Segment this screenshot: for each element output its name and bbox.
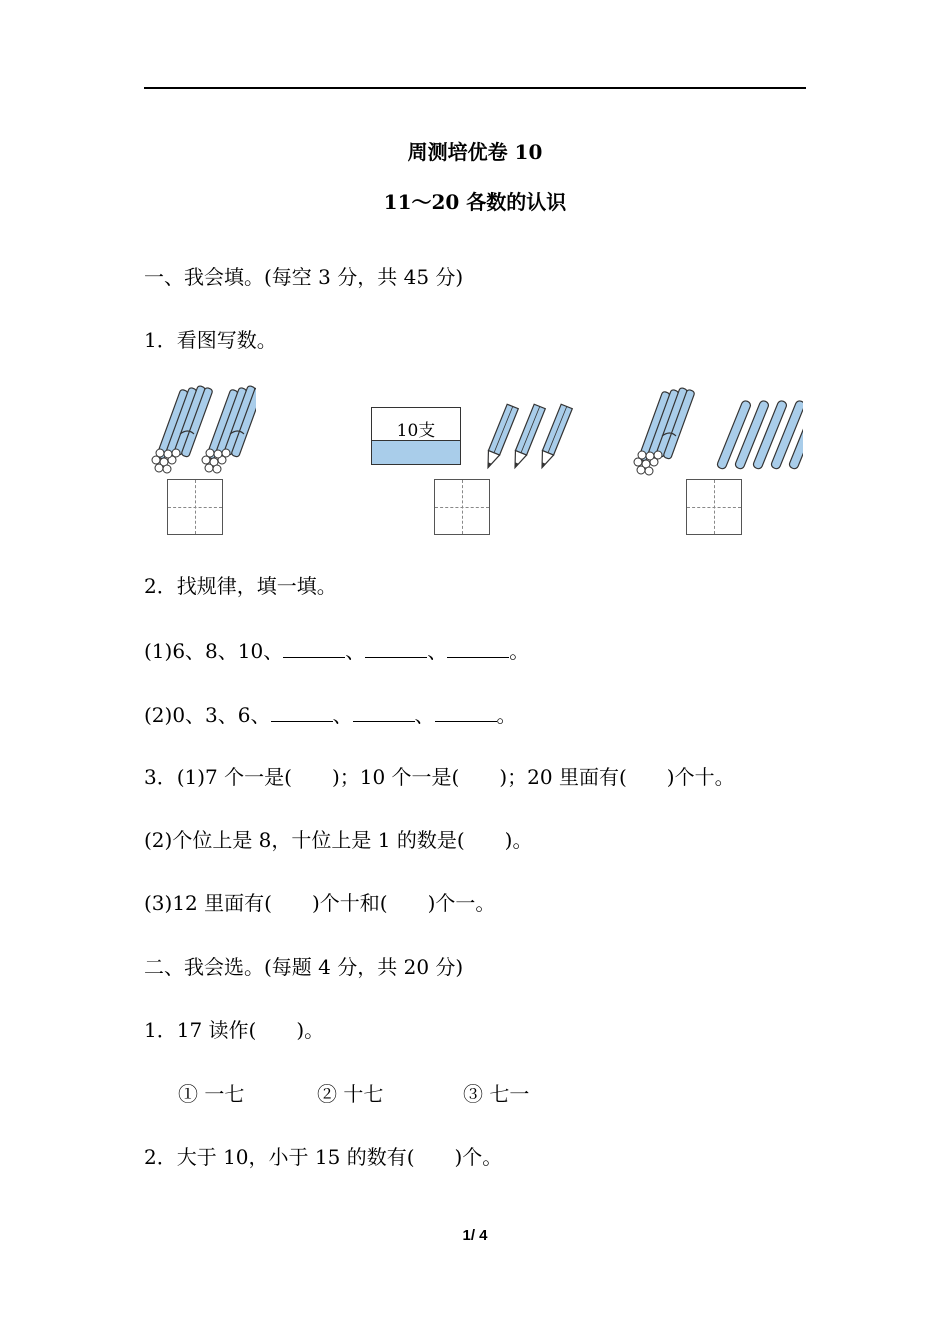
page-subtitle: 11～20 各数的认识 [383,190,567,214]
q2-item2 [144,699,517,728]
q3-text: (3)12 里面有( [144,891,272,915]
q2-prompt: 2．找规律，填一填。 [144,574,337,598]
q3-text: )；10 个一是( [331,765,460,789]
q1-prompt: 1．看图写数。 [144,328,277,352]
blank[interactable] [365,639,427,658]
answer-box-3[interactable] [686,479,742,535]
pencil-box-label: 10支 [396,421,436,441]
answer-box-1[interactable] [167,479,223,535]
blank[interactable] [447,639,509,658]
q2-item1 [144,635,529,664]
q2-item2-prefix: (2)0、3、6、 [144,703,271,727]
figure-bundle-and-sticks [628,380,803,476]
q3-text: )个一。 [427,891,496,915]
option-3[interactable]: ③ 七一 [463,1082,530,1106]
q3-text: )。 [504,828,533,852]
separator: 、 [345,639,366,663]
figure-three-pencils [480,402,580,474]
pencil-box [371,407,461,465]
page-number: 1/ 4 [462,1227,488,1244]
s2-q1 [144,1014,324,1043]
s2-q1-text: )。 [296,1018,325,1042]
separator: 、 [332,703,353,727]
blank[interactable] [435,703,497,722]
q3-text: )个十和( [311,891,388,915]
separator: 、 [414,703,435,727]
s2-q2-text: 2．大于 10，小于 15 的数有( [144,1145,415,1169]
option-1[interactable]: ① 一七 [178,1082,245,1106]
end-mark: 。 [509,639,530,663]
page-title: 周测培优卷 10 [407,140,543,164]
q3-part1 [144,761,735,790]
s2-q2 [144,1141,502,1170]
q2-item1-prefix: (1)6、8、10、 [144,639,284,663]
figure-two-bundles [146,378,256,474]
end-mark: 。 [496,703,517,727]
s2-q1-text: 1．17 读作( [144,1018,257,1042]
option-2[interactable]: ② 十七 [317,1082,384,1106]
blank[interactable] [271,703,333,722]
q3-text: )；20 里面有( [499,765,627,789]
bundle-icon [634,387,695,475]
header-rule [144,87,806,89]
pencil-icon [482,404,518,470]
separator: 、 [427,639,448,663]
section2-heading: 二、我会选。(每题 4 分，共 20 分) [144,955,464,979]
s2-q2-text: )个。 [454,1145,503,1169]
section1-heading: 一、我会填。(每空 3 分，共 45 分) [144,265,464,289]
q3-text: 3．(1)7 个一是( [144,765,292,789]
q3-part3 [144,887,495,916]
q3-text: (2)个位上是 8，十位上是 1 的数是( [144,828,465,852]
sticks-icon [716,400,803,470]
blank[interactable] [353,703,415,722]
q3-text: )个十。 [666,765,735,789]
q3-part2 [144,824,532,853]
blank[interactable] [283,639,345,658]
answer-box-2[interactable] [434,479,490,535]
